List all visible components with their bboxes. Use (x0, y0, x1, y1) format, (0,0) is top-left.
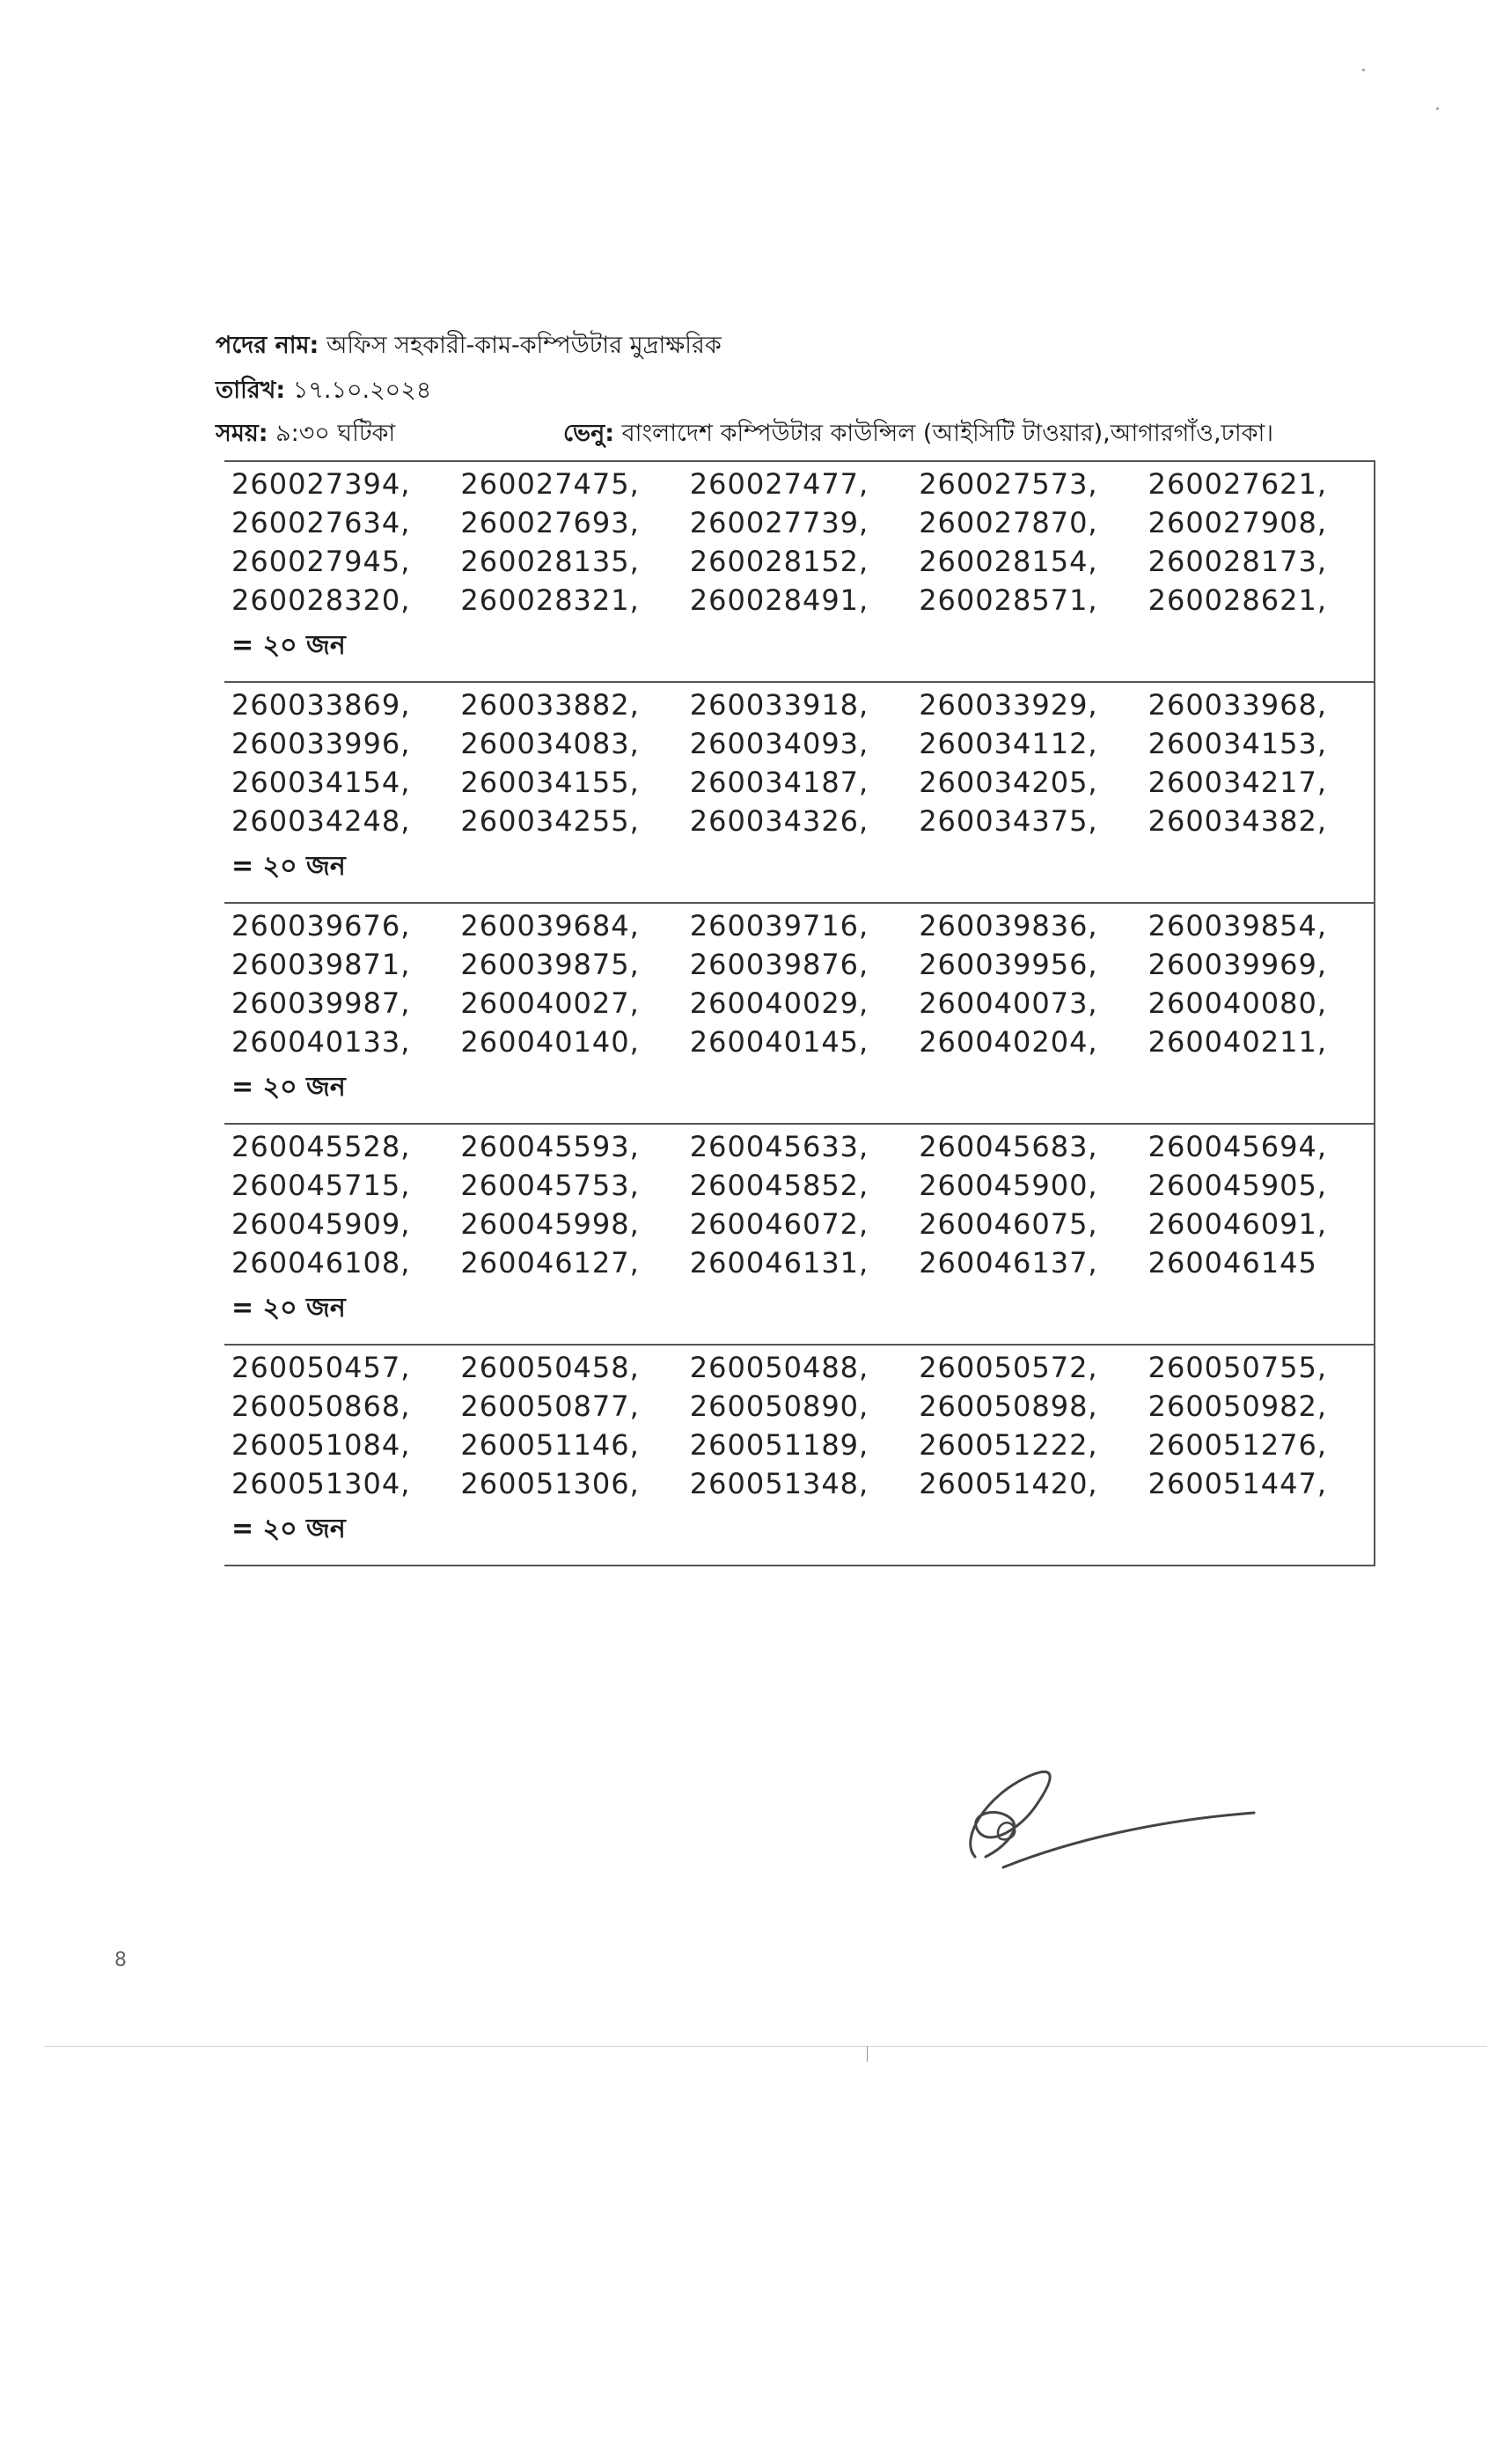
group-total: = ২০ জন (231, 1072, 346, 1103)
exam-time-value: ৯:৩০ ঘটিকা (275, 420, 396, 447)
exam-time-line (216, 415, 395, 455)
roll-number: 260045528, (231, 1130, 411, 1163)
roll-number: 260027573, (919, 467, 1098, 501)
roll-number: 260039876, (689, 948, 869, 981)
roll-number: 260051348, (689, 1467, 869, 1500)
roll-number: 260028135, (460, 545, 640, 578)
roll-number: 260028321, (460, 583, 640, 617)
roll-number: 260034093, (689, 727, 869, 760)
post-name-label: পদের নাম: (216, 332, 319, 359)
roll-number: 260040073, (919, 986, 1098, 1020)
roll-group-cell (224, 903, 1375, 1124)
roll-number: 260039875, (460, 948, 640, 981)
post-name-line (216, 327, 722, 367)
roll-number: 260027870, (919, 506, 1098, 539)
roll-number: 260050488, (689, 1351, 869, 1384)
roll-number: 260039987, (231, 986, 411, 1020)
scan-speck (1436, 107, 1439, 110)
group-total: = ২০ জন (231, 1514, 346, 1544)
roll-number: 260045694, (1148, 1130, 1327, 1163)
roll-number: 260027908, (1148, 506, 1327, 539)
roll-number: 260045633, (689, 1130, 869, 1163)
roll-number: 260034155, (460, 766, 640, 799)
roll-number: 260039684, (460, 909, 640, 942)
roll-number: 260051420, (919, 1467, 1098, 1500)
roll-number: 260045715, (231, 1169, 411, 1202)
roll-number: 260028491, (689, 583, 869, 617)
roll-number: 260045998, (460, 1207, 640, 1241)
roll-group-cell (224, 461, 1375, 682)
roll-number-grid (231, 688, 1368, 838)
roll-group-row (224, 903, 1375, 1124)
roll-number: 260050982, (1148, 1390, 1327, 1423)
roll-number: 260027693, (460, 506, 640, 539)
roll-number: 260039871, (231, 948, 411, 981)
roll-number: 260028152, (689, 545, 869, 578)
roll-number-grid (231, 1130, 1368, 1280)
roll-number: 260039854, (1148, 909, 1327, 942)
roll-number: 260046072, (689, 1207, 869, 1241)
roll-number: 260034153, (1148, 727, 1327, 760)
venue-label: ভেনু: (563, 420, 614, 447)
venue-value: বাংলাদেশ কম্পিউটার কাউন্সিল (আইসিটি টাওয়ার),আগারগাঁও,ঢাকা। (621, 420, 1274, 447)
roll-number: 260028571, (919, 583, 1098, 617)
footer-divider (44, 2046, 1487, 2047)
roll-group-cell (224, 1345, 1375, 1566)
roll-number: 260050898, (919, 1390, 1098, 1423)
roll-number: 260051222, (919, 1428, 1098, 1462)
group-total: = ২০ জন (231, 630, 346, 661)
roll-number: 260051276, (1148, 1428, 1327, 1462)
roll-number: 260034326, (689, 804, 869, 838)
roll-number-table (224, 460, 1375, 1566)
exam-time-label: সময়: (216, 420, 268, 447)
roll-number: 260034187, (689, 766, 869, 799)
roll-number: 260039969, (1148, 948, 1327, 981)
roll-group-cell (224, 682, 1375, 903)
roll-group-row (224, 1345, 1375, 1566)
roll-number-grid (231, 909, 1368, 1059)
roll-number: 260034083, (460, 727, 640, 760)
roll-number: 260027475, (460, 467, 640, 501)
roll-number: 260033929, (919, 688, 1098, 722)
roll-number: 260034248, (231, 804, 411, 838)
roll-number: 260033882, (460, 688, 640, 722)
roll-number: 260034375, (919, 804, 1098, 838)
roll-group-row (224, 1124, 1375, 1345)
roll-number: 260046137, (919, 1246, 1098, 1280)
roll-number: 260028320, (231, 583, 411, 617)
roll-number: 260050755, (1148, 1351, 1327, 1384)
roll-number: 260033996, (231, 727, 411, 760)
roll-number: 260034205, (919, 766, 1098, 799)
roll-number: 260051447, (1148, 1467, 1327, 1500)
roll-number: 260046127, (460, 1246, 640, 1280)
exam-date-value: ১৭.১০.২০২৪ (292, 377, 432, 404)
group-total: = ২০ জন (231, 851, 346, 882)
scan-speck (1362, 69, 1365, 71)
roll-number: 260027945, (231, 545, 411, 578)
roll-number: 260040204, (919, 1025, 1098, 1059)
group-total: = ২০ জন (231, 1293, 346, 1324)
roll-group-cell (224, 1124, 1375, 1345)
roll-number: 260033869, (231, 688, 411, 722)
roll-number: 260039676, (231, 909, 411, 942)
roll-number: 260027394, (231, 467, 411, 501)
roll-number: 260046131, (689, 1246, 869, 1280)
roll-number: 260046091, (1148, 1207, 1327, 1241)
roll-number: 260046108, (231, 1246, 411, 1280)
signature (950, 1725, 1267, 1883)
roll-number: 260050877, (460, 1390, 640, 1423)
roll-number: 260051306, (460, 1467, 640, 1500)
roll-number: 260034217, (1148, 766, 1327, 799)
roll-number: 260051146, (460, 1428, 640, 1462)
roll-number: 260040145, (689, 1025, 869, 1059)
roll-number: 260050458, (460, 1351, 640, 1384)
roll-number: 260050868, (231, 1390, 411, 1423)
roll-number: 260027739, (689, 506, 869, 539)
roll-number: 260034382, (1148, 804, 1327, 838)
roll-group-row (224, 461, 1375, 682)
roll-number: 260040133, (231, 1025, 411, 1059)
roll-number-grid (231, 1351, 1368, 1500)
roll-number: 260034112, (919, 727, 1098, 760)
roll-number: 260039716, (689, 909, 869, 942)
roll-number: 260040211, (1148, 1025, 1327, 1059)
roll-number: 260050572, (919, 1351, 1098, 1384)
roll-number: 260039836, (919, 909, 1098, 942)
page-number: 8 (114, 1949, 127, 1971)
roll-number: 260040140, (460, 1025, 640, 1059)
exam-date-label: তারিখ: (216, 377, 286, 404)
roll-number: 260045900, (919, 1169, 1098, 1202)
footer-center-tick (867, 2046, 868, 2062)
roll-number: 260045909, (231, 1207, 411, 1241)
roll-number: 260033918, (689, 688, 869, 722)
roll-number: 260046145 (1148, 1246, 1317, 1280)
roll-number: 260027621, (1148, 467, 1327, 501)
roll-number: 260051084, (231, 1428, 411, 1462)
roll-number: 260045683, (919, 1130, 1098, 1163)
roll-number: 260028173, (1148, 545, 1327, 578)
roll-number: 260040080, (1148, 986, 1327, 1020)
roll-number: 260050890, (689, 1390, 869, 1423)
exam-date-line (216, 372, 431, 412)
roll-number: 260050457, (231, 1351, 411, 1384)
roll-number: 260033968, (1148, 688, 1327, 722)
roll-number: 260040027, (460, 986, 640, 1020)
roll-number: 260039956, (919, 948, 1098, 981)
roll-number: 260034154, (231, 766, 411, 799)
roll-number: 260051189, (689, 1428, 869, 1462)
roll-number: 260045753, (460, 1169, 640, 1202)
roll-number: 260045905, (1148, 1169, 1327, 1202)
roll-number: 260045852, (689, 1169, 869, 1202)
roll-number: 260027477, (689, 467, 869, 501)
roll-number: 260034255, (460, 804, 640, 838)
roll-number: 260028621, (1148, 583, 1327, 617)
post-name-value: অফিস সহকারী-কাম-কম্পিউটার মুদ্রাক্ষরিক (326, 332, 722, 359)
roll-number: 260051304, (231, 1467, 411, 1500)
roll-number: 260027634, (231, 506, 411, 539)
roll-group-row (224, 682, 1375, 903)
roll-number: 260045593, (460, 1130, 640, 1163)
roll-number: 260028154, (919, 545, 1098, 578)
roll-number-grid (231, 467, 1368, 617)
venue-line (563, 415, 1273, 455)
roll-number: 260040029, (689, 986, 869, 1020)
roll-number: 260046075, (919, 1207, 1098, 1241)
